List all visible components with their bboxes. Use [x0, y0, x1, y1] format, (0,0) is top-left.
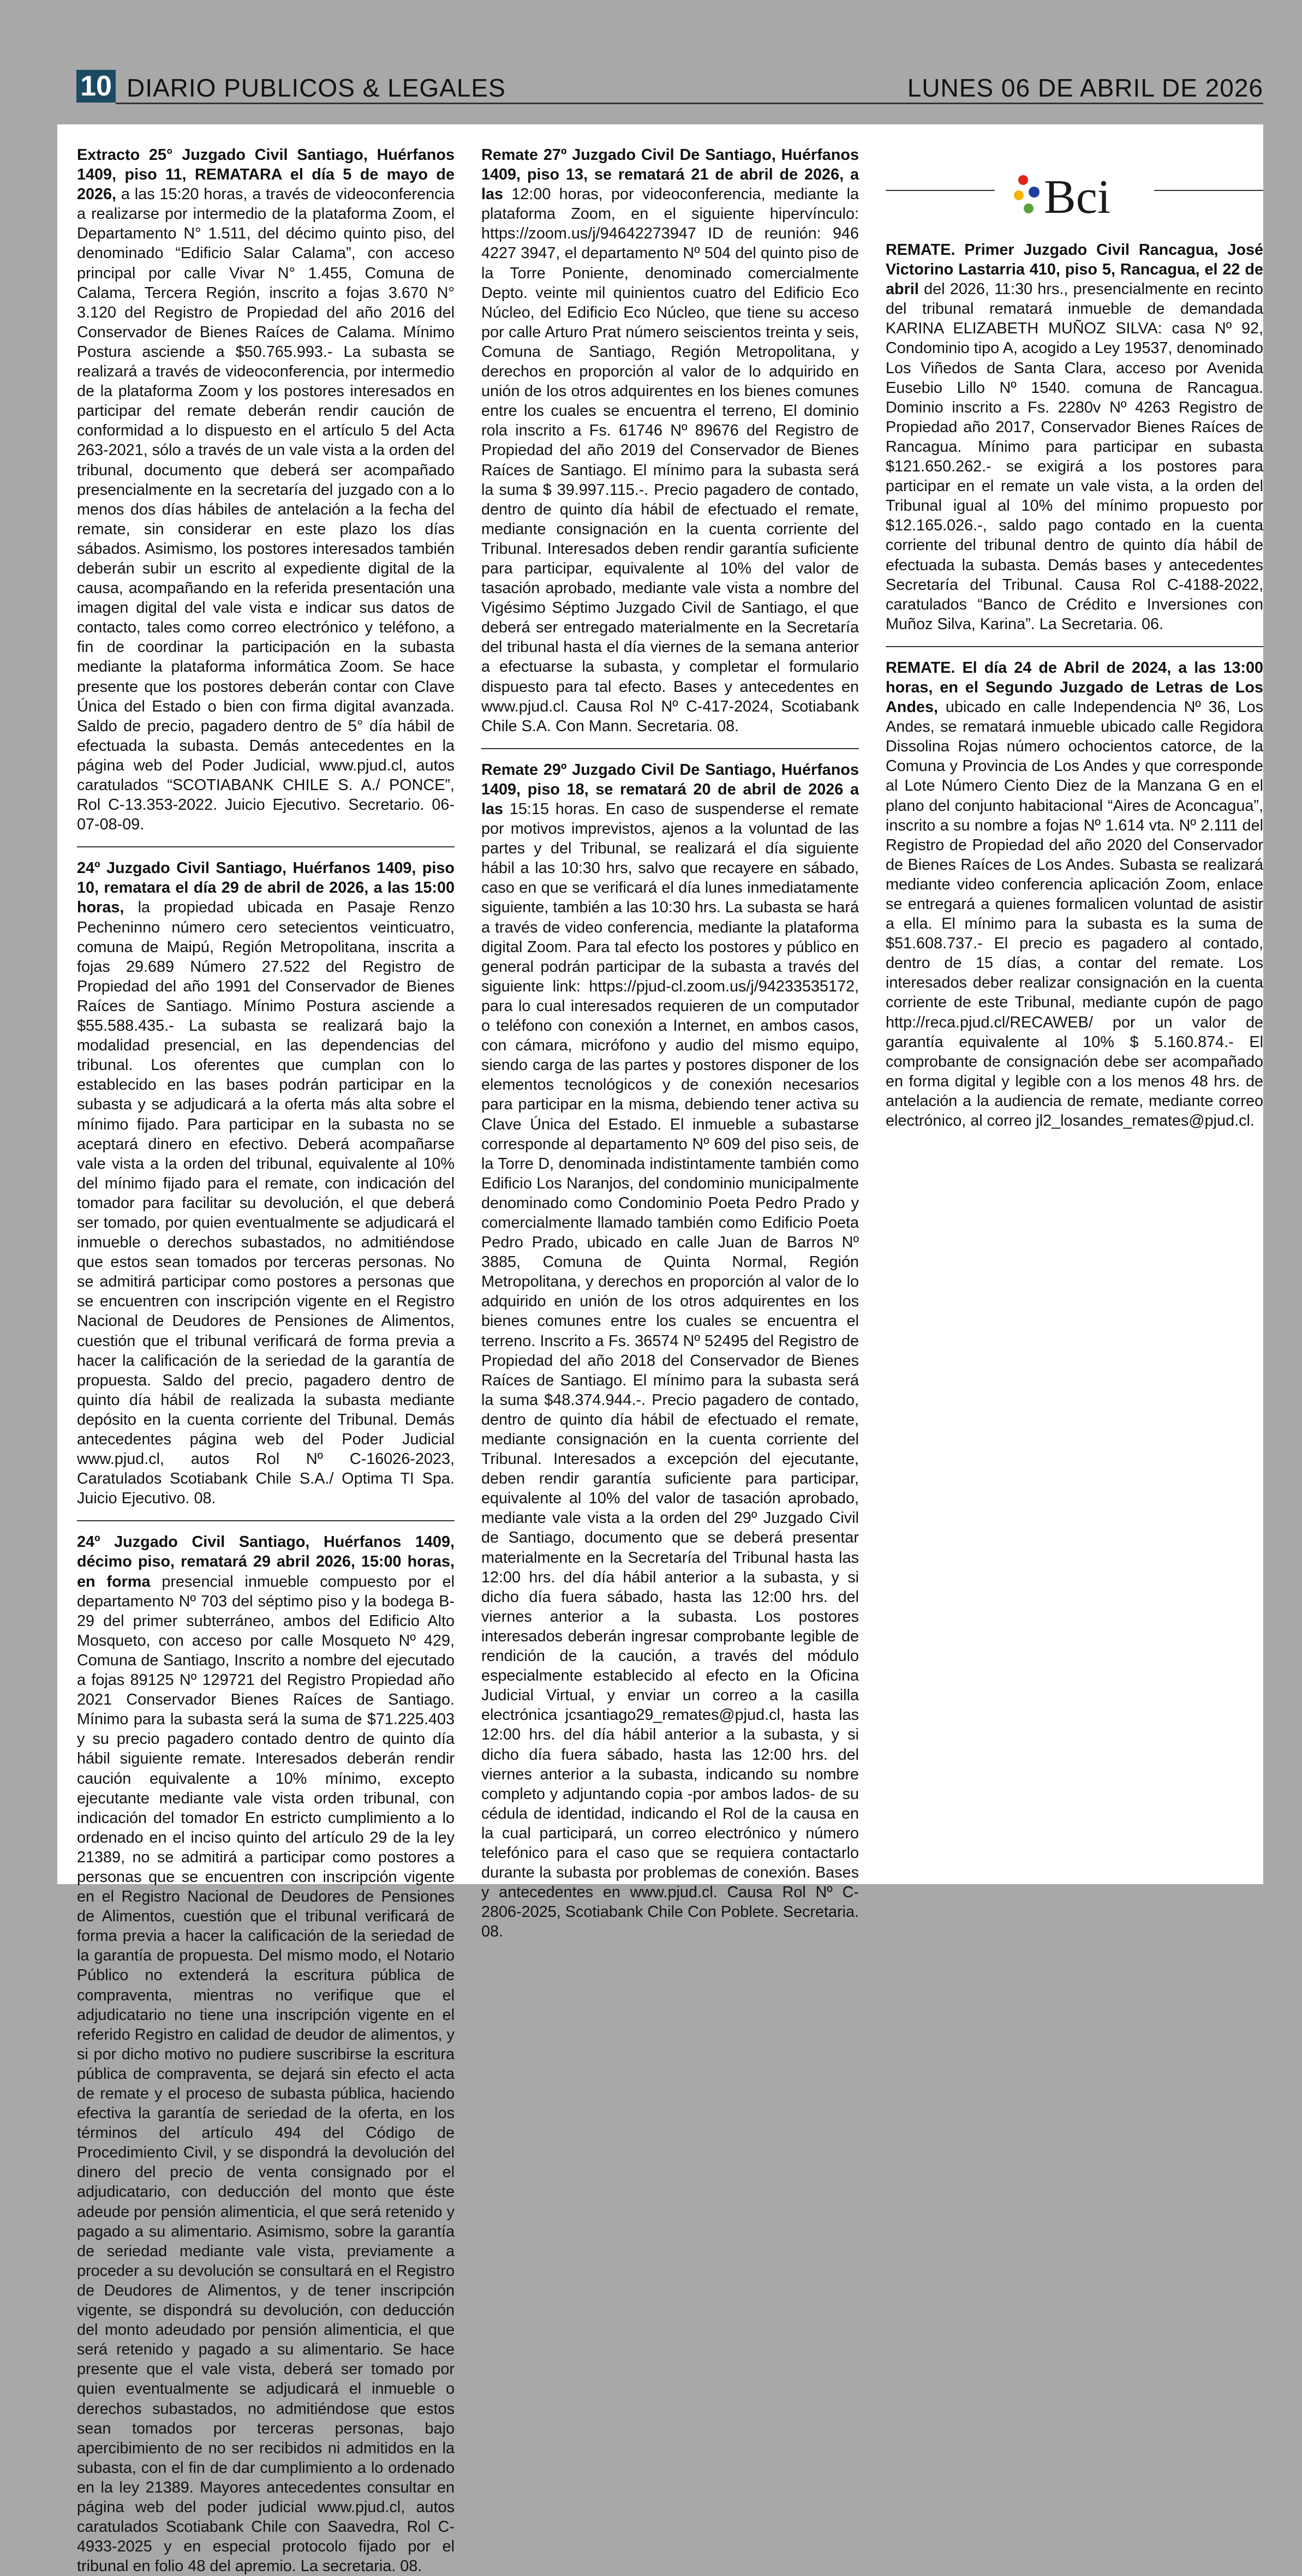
notice-divider — [77, 846, 455, 847]
notice-body: del 2026, 11:30 hrs., presencialmente en recinto del tribunal rematará inmueble de demandada KARINA ELIZABETH MUÑOZ SILVA: casa Nº 92, Condominio tipo A, acogido a Ley 19537, denominado Los Viñedos de Santa Clara, acceso por Avenida Eusebio Lillo Nº 1540. comuna de Rancagua. Dominio inscrito a Fs. 2280v Nº 4263 Registro de Propiedad año 2017, Conservador Bienes Raíces de Rancagua. Mínimo para participar en subasta $121.650.262.- se exigirá a los postores para participar en el remate un vale vista, a la orden del Tribunal igual al 10% del mínimo propuesto por $12.165.026.-, saldo pago contado en la cuenta corriente del tribunal dentro de quinto día hábil de efectuada la subasta. Demás bases y antecedentes Secretaría del Tribunal. Causa Rol C-4188-2022, caratulados “Banco de Crédito e Inversiones con Muñoz Silva, Karina”. La Secretaria. 06. — [886, 280, 1263, 633]
logo-rule-left — [886, 190, 995, 191]
bci-logo-dot-red — [1018, 175, 1028, 185]
notice-29-juzgado-pedro-prado — [481, 760, 859, 1942]
page-sheet — [57, 124, 1263, 2575]
bci-logo-dot-green — [1024, 204, 1034, 213]
notice-24-juzgado-maipu — [77, 858, 455, 1508]
issue-date: LUNES 06 DE ABRIL DE 2026 — [907, 74, 1263, 102]
notice-heading: 24º Juzgado Civil Santiago, Huérfanos 1409, décimo piso, rematará 29 abril 2026, 15:00 horas, en forma — [77, 1533, 455, 1591]
bci-logo-block — [886, 168, 1263, 220]
publication-title: DIARIO PUBLICOS & LEGALES — [127, 74, 506, 102]
notice-divider — [886, 646, 1263, 647]
page-number: 10 — [76, 70, 116, 103]
column-1 — [77, 145, 455, 2576]
notice-heading: REMATE. El día 24 de Abril de 2024, a las 13:00 horas, en el Segundo Juzgado de Letras de Los Andes, — [886, 659, 1263, 716]
logo-rule-right — [1154, 190, 1263, 191]
notice-body: presencial inmueble compuesto por el departamento Nº 703 del séptimo piso y la bodega B-29 del primer subterráneo, ambos del Edificio Alto Mosqueto, con acceso por calle Mosqueto Nº 429, Comuna de Santiago, Inscrito a nombre del ejecutado a fojas 89125 Nº 129721 del Registro Propiedad año 2021 Conservador Bienes Raíces de Santiago. Mínimo para la subasta será la suma de $71.225.403 y su precio pagadero contado dentro de quinto día hábil siguiente remate. Interesados deberán rendir caución equivalente a 10% mínimo, excepto ejecutante mediante vale vista orden tribunal, con indicación del tomador En estricto cumplimiento a lo ordenado en el inciso quinto del artículo 29 de la ley 21389, no se admitirá a participar como postores a personas que se encuentren con inscripción vigente en el Registro Nacional de Deudores de Pensiones de Alimentos, cuestión que el tribunal verificará de forma previa a hacer la calificación de la seriedad de la garantía de propuesta. Del mismo modo, el Notario Público no extenderá la escritura pública de compraventa, mientras no verifique que el adjudicatario no tiene una inscripción vigente en el referido Registro en calidad de deudor de alimentos, y si por dicho motivo no pudiere suscribirse la escritura pública de compraventa, se dejará sin efecto el acta de remate y el proceso de subasta pública, haciendo efectiva la garantía de seriedad de la oferta, en los términos del artículo 494 del Código de Procedimiento Civil, y se dispondrá la devolución del dinero del precio de venta consignado por el adjudicatario, con deducción del monto que éste adeude por pensión alimenticia, el que será retenido y pagado a su alimentario. Asimismo, sobre la garantía de seriedad mediante vale vista, previamente a proceder a su devolución se consultará en el Registro de Deudores de Alimentos, y de tener inscripción vigente, se dispondrá su devolución, con deducción del monto adeudado por pensión alimenticia, el que será retenido y pagado a su alimentario. Se hace presente que el vale vista, deberá ser tomado por quien eventualmente se adjudicará el inmueble o derechos subastados, no admitiéndose que estos sean tomados por terceras personas, bajo apercibimiento de no ser recibidos ni admitidos en la subasta, con el fin de dar cumplimiento a lo ordenado en la ley 21389. Mayores antecedentes consultar en página web del poder judicial www.pjud.cl, autos caratulados Scotiabank Chile con Saavedra, Rol C-4933-2025 y en especial protocolo fijado por el tribunal en folio 48 del apremio. La secretaria. 08. — [77, 1573, 455, 2575]
notice-heading: Remate 29º Juzgado Civil De Santiago, Huérfanos 1409, piso 18, se rematará 20 de abril de 2026 a las — [481, 761, 859, 818]
notice-heading: Remate 27º Juzgado Civil De Santiago, Huérfanos 1409, piso 13, se rematará 21 de abril de 2026, a las — [481, 146, 859, 204]
notice-body: 15:15 horas. En caso de suspenderse el remate por motivos imprevistos, ajenos a la voluntad de las partes y del Tribunal, se realizará el día siguiente hábil a las 10:30 hrs, salvo que recayere en sábado, caso en que se verificará el día lunes inmediatamente siguiente, también a las 10:30 hrs. La subasta se hará a través de video conferencia, mediante la plataforma digital Zoom. Para tal efecto los postores y público en general podrán participar de la subasta a través del siguiente link: https://pjud-cl.zoom.us/j/94233535172, para lo cual interesados requieren de un computador o teléfono con conexión a Internet, en ambos casos, con cámara, micrófono y audio del mismo equipo, siendo carga de las partes y postores disponer de los elementos tecnológicos y de conexión necesarios para participar en la misma, debiendo tener activa su Clave Única del Estado. El inmueble a subastarse corresponde al departamento Nº 609 del piso seis, de la Torre D, denominada indistintamente también como Edificio Los Naranjos, del condominio municipalmente denominado como Condominio Poeta Pedro Prado y comercialmente llamado también como Edificio Poeta Pedro Prado, ubicado en calle Juan de Barros Nº 3885, Comuna de Quinta Normal, Región Metropolitana, y derechos en proporción al valor de lo adquirido en unión de los otros adquirentes en los bienes comunes entre los cuales se encuentra el terreno. Inscrito a Fs. 36574 Nº 52495 del Registro de Propiedad del año 2018 del Conservador de Bienes Raíces de Santiago. El mínimo para la subasta será la suma $48.374.944.-. Precio pagadero de contado, dentro de quinto día hábil de efectuado el remate, mediante consignación en la cuenta corriente del Tribunal. Interesados a excepción del ejecutante, deben rendir garantía suficiente para participar, equivalente al 10% del valor de tasación aprobado, mediante vale vista a la orden del 29º Juzgado Civil de Santiago, documento que se deberá presentar materialmente en la Secretaría del Tribunal hasta las 12:00 hrs. del día hábil anterior a la subasta, y si dicho día fuera sábado, hasta las 12:00 hrs. del viernes anterior a la subasta. Los postores interesados deberán ingresar comprobante legible de rendición de la caución, a través del módulo especialmente establecido al efecto en la Oficina Judicial Virtual, y enviar un correo a la casilla electrónica jcsantiago29_remates@pjud.cl, hasta las 12:00 hrs. del día hábil anterior a la subasta, y si dicho día fuera sábado, hasta las 12:00 hrs. del viernes anterior a la subasta, indicando su nombre completo y adjuntando copia -por ambos lados- de su cédula de identidad, indicando el Rol de la causa en la cual participará, un correo electrónico y número telefónico para el caso que se requiera contactarlo durante la subasta por problemas de conexión. Bases y antecedentes en www.pjud.cl. Causa Rol Nº C-2806-2025, Scotiabank Chile Con Poblete. Secretaria. 08. — [481, 800, 859, 1941]
bci-logo-dot-blue — [1029, 187, 1040, 198]
notice-body: a las 15:20 horas, a través de videoconferencia a realizarse por intermedio de la plataforma Zoom, el Departamento N° 1.511, del décimo quinto piso, del denominado “Edificio Salar Calama”, con acceso principal por calle Vivar N° 1.455, Comuna de Calama, Tercera Región, inscrito a fojas 3.670 N° 3.120 del Registro de Propiedad del año 2016 del Conservador de Bienes Raíces de Calama. Mínimo Postura asciende a $50.765.993.- La subasta se realizará a través de videoconferencia, por intermedio de la plataforma Zoom y los postores interesados en participar del remate deberán rendir caución de conformidad a lo dispuesto en el artículo 5 del Acta 263-2021, sólo a través de un vale vista a la orden del tribunal, documento que deberá ser acompañado presencialmente en la secretaría del juzgado con a lo menos dos días hábiles de antelación a la fecha del remate, sin considerar en este plazo los días sábados. Asimismo, los postores interesados también deberán subir un escrito al expediente digital de la causa, acompañando en la referida presentación una imagen digital del vale vista e indicar sus datos de contacto, tales como correo electrónico y teléfono, a fin de coordinar la participación en la subasta mediante la plataforma informática Zoom. Se hace presente que los postores deberán contar con Clave Única del Estado o bien con firma digital avanzada. Saldo de precio, pagadero dentro de 5° día hábil de efectuada la subasta. Demás antecedentes en la página web del Poder Judicial, www.pjud.cl, autos caratulados “SCOTIABANK CHILE S. A./ PONCE”, Rol C-13.353-2022. Juicio Ejecutivo. Secretario. 06-07-08-09. — [77, 186, 455, 834]
page-header — [76, 70, 1263, 103]
notice-24-juzgado-mosqueto — [77, 1532, 455, 2576]
notice-body: la propiedad ubicada en Pasaje Renzo Pecheninno número cero setecientos veinticuatro, comuna de Maipú, Región Metropolitana, inscrita a fojas 29.689 Número 27.522 del Registro de Propiedad del año 1991 del Conservador de Bienes Raíces de Santiago. Mínimo Postura asciende a $55.588.435.- La subasta se realizará bajo la modalidad presencial, en las dependencias del tribunal. Los oferentes que cumplan con lo establecido en las bases podrán participar en la subasta y se adjudicará a la oferta más alta sobre el mínimo fijado. Para participar en la subasta no se aceptará dinero en efectivo. Deberá acompañarse vale vista a la orden del tribunal, equivalente al 10% del mínimo fijado para el remate, con indicación del tomador para facilitar su devolución, el que deberá ser tomado, por quien eventualmente se adjudicará el inmueble o derechos subastados, no admitiéndose que estos sean tomados por terceras personas. No se admitirá participar como postores a personas que se encuentren con inscripción vigente en el Registro Nacional de Deudores de Pensiones de Alimentos, cuestión que el tribunal verificará de forma previa a hacer la calificación de la seriedad de la garantía de propuesta. Saldo del precio, pagadero dentro de quinto día hábil de realizada la subasta mediante depósito en la cuenta corriente del Tribunal. Demás antecedentes página web del Poder Judicial www.pjud.cl, autos Rol Nº C-16026-2023, Caratulados Scotiabank Chile S.A./ Optima TI Spa. Juicio Ejecutivo. 08. — [77, 899, 455, 1508]
bci-logo — [1011, 170, 1142, 219]
column-2 — [481, 145, 859, 1941]
notice-body: ubicado en calle Independencia Nº 36, Los Andes, se rematará inmueble ubicado calle Regidora Dissolina Rojas número ochocientos catorce, de la Comuna y Provincia de Los Andes y que corresponde al Lote Número Ciento Diez de la Manzana G en el plano del conjunto habitacional “Aires de Aconcagua”, inscrito a su nombre a fojas Nº 1.614 vta. Nº 2.111 del Registro de Propiedad del año 2020 del Conservador de Bienes Raíces de Los Andes. Subasta se realizará mediante video conferencia aplicación Zoom, enlace se entregará a quienes formalicen voluntad de asistir a ella. El mínimo para la subasta es la suma de $51.608.737.- El precio es pagadero al contado, dentro de 15 días, a contar del remate. Los interesados deber realizar consignación en la cuenta corriente de este Tribunal, mediante cupón de pago http://reca.pjud.cl/RECAWEB/ por un valor de garantía equivalente al 10% $ 5.160.874.- El comprobante de consignación debe ser acompañado en forma digital y legible con a los menos 48 hrs. de antelación a la audiencia de remate, mediante correo electrónico, al correo jl2_losandes_remates@pjud.cl. — [886, 698, 1263, 1130]
notice-25-juzgado-calama — [77, 145, 455, 834]
bci-logo-wordmark: Bci — [1044, 171, 1111, 219]
notice-divider — [481, 748, 859, 749]
bci-logo-dot-yellow — [1014, 190, 1024, 200]
notice-divider — [77, 1520, 455, 1521]
notice-heading: Extracto 25° Juzgado Civil Santiago, Huérfanos 1409, piso 11, REMATARA el día 5 de mayo de 2026, — [77, 146, 455, 204]
column-3 — [886, 145, 1263, 1131]
notice-heading: 24º Juzgado Civil Santiago, Huérfanos 1409, piso 10, rematara el día 29 de abril de 2026, a las 15:00 horas, — [77, 859, 455, 917]
notice-primer-juzgado-rancagua — [886, 240, 1263, 634]
notice-segundo-juzgado-los-andes — [886, 658, 1263, 1131]
notice-heading: REMATE. Primer Juzgado Civil Rancagua, José Victorino Lastarria 410, piso 5, Rancagua, el 22 de abril — [886, 241, 1263, 298]
notice-body: 12:00 horas, por videoconferencia, mediante la plataforma Zoom, en el siguiente hipervínculo: https://zoom.us/j/94642273947 ID de reunión: 946 4227 3947, el departamento Nº 504 del quinto piso de la Torre Poniente, denominado comercialmente Depto. veinte mil quinientos cuatro del Edificio Eco Núcleo, del Edificio Eco Núcleo, que tiene su acceso por calle Arturo Prat número seiscientos treinta y seis, Comuna de Santiago, Región Metropolitana, y derechos en proporción al valor de lo adquirido en unión de los otros adquirentes en los bienes comunes entre los cuales se encuentra el terreno, El dominio rola inscrito a Fs. 61746 Nº 89676 del Registro de Propiedad del año 2019 del Conservador de Bienes Raíces de Santiago. El mínimo para la subasta será la suma $ 39.997.115.-. Precio pagadero de contado, dentro de quinto día hábil de efectuado el remate, mediante consignación en la cuenta corriente del Tribunal. Interesados deben rendir garantía suficiente para participar, equivalente al 10% del valor de tasación aprobado, mediante vale vista a nombre del Vigésimo Séptimo Juzgado Civil de Santiago, el que deberá ser entregado materialmente en la Secretaría del tribunal hasta el día viernes de la semana anterior a efectuarse la subasta, y completar el formulario dispuesto para tal efecto. Bases y antecedentes en www.pjud.cl. Causa Rol Nº C-417-2024, Scotiabank Chile S.A. Con Mann. Secretaria. 08. — [481, 186, 859, 735]
notice-27-juzgado-eco-nucleo — [481, 145, 859, 736]
header-rule — [116, 103, 1263, 104]
